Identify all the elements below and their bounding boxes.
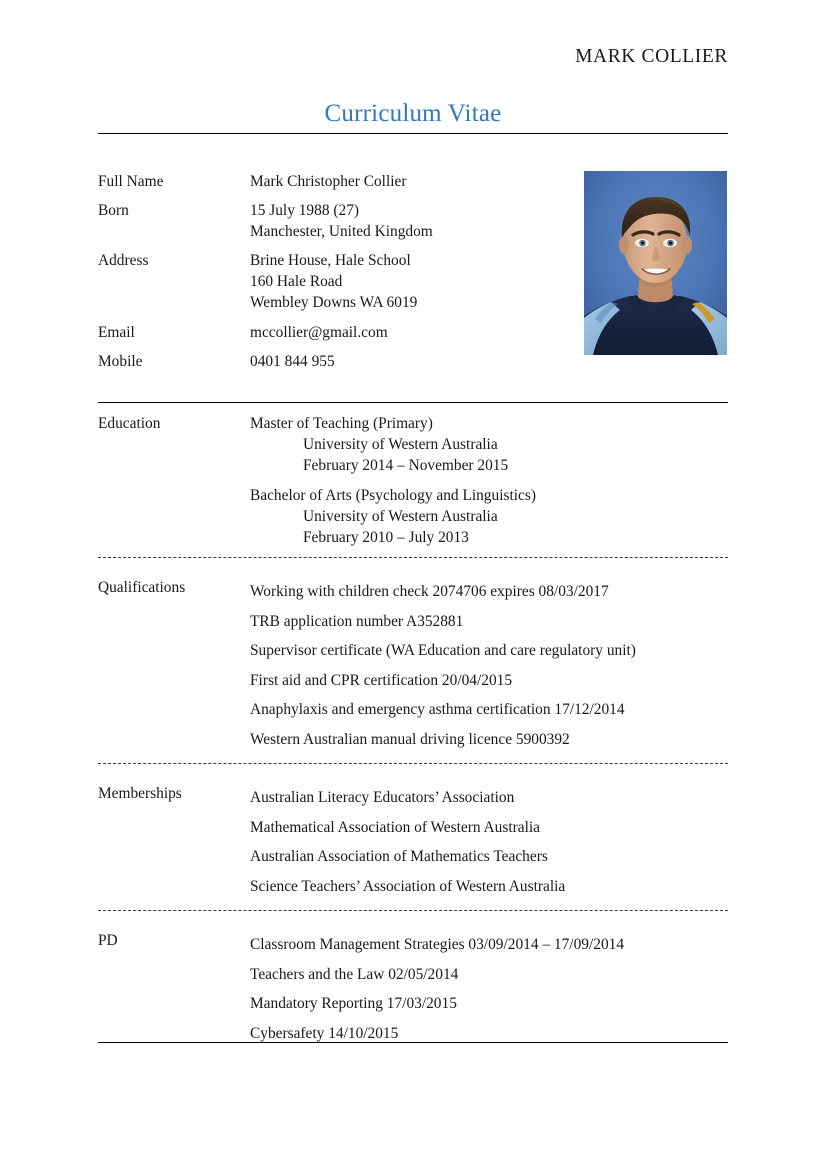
education-institution: University of Western Australia (303, 436, 498, 453)
list-item: Science Teachers’ Association of Western Australia (250, 877, 566, 895)
detail-values (250, 322, 728, 343)
list-item: First aid and CPR certification 20/04/2015 (250, 671, 513, 689)
education-dates: February 2010 – July 2013 (303, 529, 469, 546)
detail-label: Email (98, 324, 135, 341)
detail-values (250, 171, 728, 192)
section-label-pd: PD (98, 932, 118, 949)
detail-label: Full Name (98, 173, 164, 190)
list-item: Mandatory Reporting 17/03/2015 (250, 995, 457, 1012)
detail-value: mccollier@gmail.com (250, 324, 388, 341)
detail-values (250, 200, 728, 242)
detail-values (250, 250, 728, 313)
rule-below-title (98, 133, 728, 134)
section-label-education: Education (98, 415, 161, 432)
education-entry (250, 485, 728, 548)
detail-label: Mobile (98, 353, 143, 370)
detail-value: 15 July 1988 (27) (250, 202, 360, 219)
education-degree: Bachelor of Arts (Psychology and Linguistics) (250, 487, 536, 504)
list-item: Classroom Management Strategies 03/09/2014 – 17/09/2014 (250, 936, 625, 953)
detail-value: Wembley Downs WA 6019 (250, 294, 418, 311)
page-header-name: MARK COLLIER (575, 46, 728, 67)
memberships-list (250, 783, 728, 901)
list-item: Australian Association of Mathematics Teachers (250, 848, 548, 865)
section-label-memberships: Memberships (98, 785, 182, 802)
detail-value: 0401 844 955 (250, 353, 335, 370)
page-title: Curriculum Vitae (324, 100, 502, 127)
rule-above-education (98, 402, 728, 403)
detail-value: Brine House, Hale School (250, 252, 411, 269)
education-degree: Master of Teaching (Primary) (250, 415, 433, 432)
detail-label: Address (98, 252, 149, 269)
education-entry (250, 413, 728, 476)
pd-list (250, 930, 728, 1048)
detail-label: Born (98, 202, 129, 219)
education-entries (250, 413, 728, 548)
list-item: Teachers and the Law 02/05/2014 (250, 965, 459, 983)
list-item: Mathematical Association of Western Australia (250, 818, 540, 836)
detail-values (250, 351, 728, 372)
detail-value: Mark Christopher Collier (250, 173, 407, 190)
list-item: Western Australian manual driving licence 5900392 (250, 730, 570, 748)
rule-above-pd (98, 910, 728, 911)
education-institution: University of Western Australia (303, 508, 498, 525)
section-label-qualifications: Qualifications (98, 579, 186, 596)
list-item: Anaphylaxis and emergency asthma certification 17/12/2014 (250, 701, 625, 718)
rule-above-memberships (98, 763, 728, 764)
detail-value: Manchester, United Kingdom (250, 223, 433, 240)
list-item: Working with children check 2074706 expires 08/03/2017 (250, 583, 609, 600)
list-item: Cybersafety 14/10/2015 (250, 1024, 399, 1042)
rule-above-qualifications (98, 557, 728, 558)
list-item: Australian Literacy Educators’ Association (250, 789, 515, 806)
rule-below-pd (98, 1042, 728, 1043)
detail-value: 160 Hale Road (250, 273, 343, 290)
education-dates: February 2014 – November 2015 (303, 457, 509, 474)
list-item: Supervisor certificate (WA Education and care regulatory unit) (250, 642, 636, 659)
qualifications-list (250, 577, 728, 754)
list-item: TRB application number A352881 (250, 612, 464, 630)
